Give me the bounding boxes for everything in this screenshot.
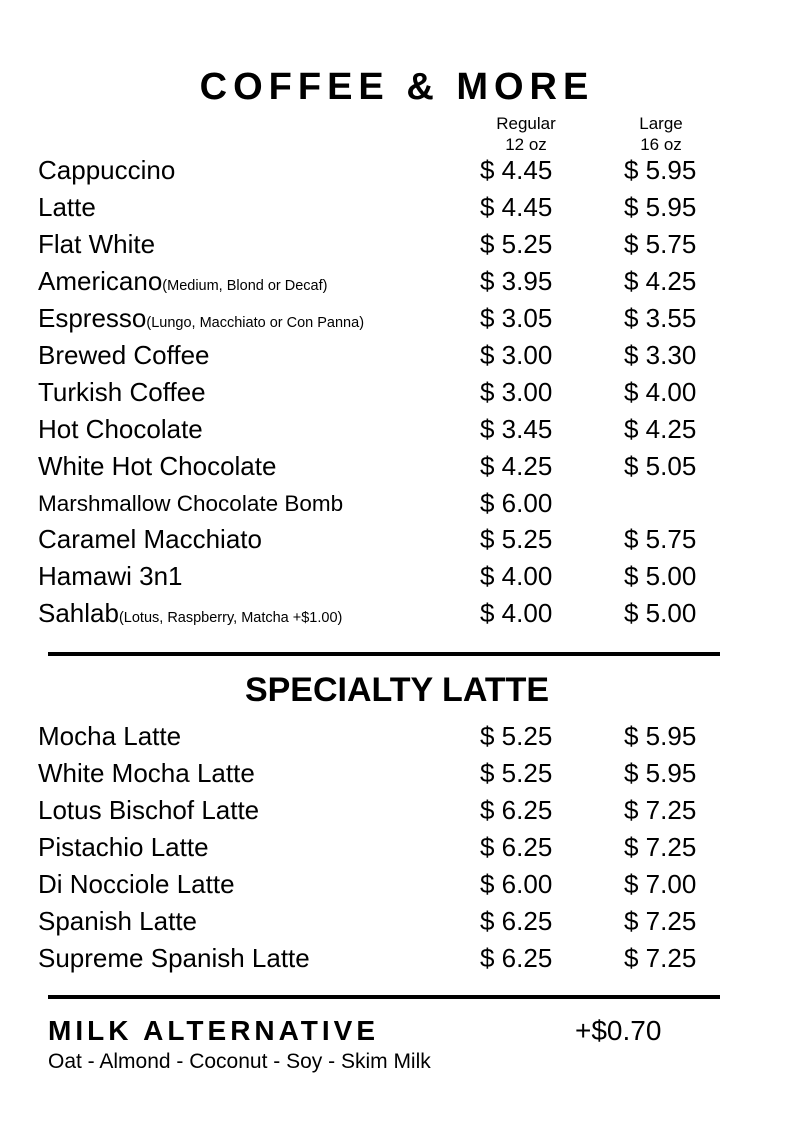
menu-row xyxy=(38,303,738,337)
item-name: Marshmallow Chocolate Bomb xyxy=(38,491,344,516)
menu-row xyxy=(38,906,738,940)
large-price: $ 3.55 xyxy=(624,303,697,333)
menu-row xyxy=(38,340,738,374)
item-name: Lotus Bischof Latte xyxy=(38,795,260,825)
item-name: Caramel Macchiato xyxy=(38,524,262,554)
item-name: Brewed Coffee xyxy=(38,340,210,370)
large-price: $ 5.75 xyxy=(624,229,697,259)
large-price: $ 4.25 xyxy=(624,266,697,296)
regular-price: $ 6.25 xyxy=(480,943,553,973)
section-divider xyxy=(48,995,720,999)
regular-price: $ 6.00 xyxy=(480,488,553,518)
menu-row xyxy=(38,524,738,558)
regular-price: $ 3.95 xyxy=(480,266,553,296)
milk-alternative-price: +$0.70 xyxy=(575,1015,662,1046)
milk-options: Oat - Almond - Coconut - Soy - Skim Milk xyxy=(48,1050,431,1073)
large-price: $ 3.30 xyxy=(624,340,697,370)
regular-price: $ 5.25 xyxy=(480,229,553,259)
menu-row xyxy=(38,758,738,792)
menu-row xyxy=(38,155,738,189)
regular-price: $ 3.45 xyxy=(480,414,553,444)
item-note: (Lungo, Macchiato or Con Panna) xyxy=(146,315,365,331)
regular-price: $ 3.00 xyxy=(480,377,553,407)
menu-row xyxy=(38,721,738,755)
menu-title: COFFEE & MORE xyxy=(199,66,595,108)
large-price: $ 5.95 xyxy=(624,155,697,185)
large-price: $ 5.00 xyxy=(624,561,697,591)
menu-row xyxy=(38,488,738,522)
regular-price: $ 4.45 xyxy=(480,192,553,222)
menu-row xyxy=(38,869,738,903)
menu-row xyxy=(38,561,738,595)
item-name: Mocha Latte xyxy=(38,721,182,751)
menu-row xyxy=(38,229,738,263)
item-name: Supreme Spanish Latte xyxy=(38,943,310,973)
item-name: Hamawi 3n1 xyxy=(38,561,183,591)
item-name: Flat White xyxy=(38,229,156,259)
regular-price: $ 4.25 xyxy=(480,451,553,481)
large-price: $ 5.75 xyxy=(624,524,697,554)
menu-row xyxy=(38,414,738,448)
large-price: $ 5.00 xyxy=(624,598,697,628)
item-name: Pistachio Latte xyxy=(38,832,209,862)
regular-price: $ 5.25 xyxy=(480,758,553,788)
regular-price: $ 6.25 xyxy=(480,795,553,825)
item-note: (Lotus, Raspberry, Matcha +$1.00) xyxy=(118,610,343,626)
item-name: Latte xyxy=(38,192,96,222)
large-price: $ 7.25 xyxy=(624,832,697,862)
item-name: Hot Chocolate xyxy=(38,414,203,444)
regular-price: $ 4.45 xyxy=(480,155,553,185)
large-price: $ 5.05 xyxy=(624,451,697,481)
regular-label: Regular xyxy=(496,114,556,133)
specialty-title: SPECIALTY LATTE xyxy=(244,671,550,709)
item-name: Cappuccino xyxy=(38,155,176,185)
item-name-group xyxy=(38,598,342,629)
menu-row xyxy=(38,192,738,226)
menu-row xyxy=(38,832,738,866)
regular-price: $ 3.00 xyxy=(480,340,553,370)
regular-price: $ 5.25 xyxy=(480,524,553,554)
milk-alternative-title: MILK ALTERNATIVE xyxy=(48,1015,380,1046)
large-oz-label: 16 oz xyxy=(640,135,682,154)
regular-price: $ 6.25 xyxy=(480,906,553,936)
regular-price: $ 4.00 xyxy=(480,598,553,628)
item-name: Spanish Latte xyxy=(38,906,198,936)
large-price: $ 5.95 xyxy=(624,721,697,751)
regular-price: $ 6.00 xyxy=(480,869,553,899)
menu-row xyxy=(38,377,738,411)
menu-row xyxy=(38,795,738,829)
regular-price: $ 4.00 xyxy=(480,561,553,591)
regular-size-header xyxy=(466,113,586,155)
item-name: White Hot Chocolate xyxy=(38,451,277,481)
large-price: $ 4.00 xyxy=(624,377,697,407)
menu-row xyxy=(38,451,738,485)
large-price: $ 7.25 xyxy=(624,943,697,973)
section-divider xyxy=(48,652,720,656)
large-price: $ 5.95 xyxy=(624,192,697,222)
large-label: Large xyxy=(639,114,683,133)
item-name: Sahlab xyxy=(38,598,119,628)
menu-row xyxy=(38,598,738,632)
item-note: (Medium, Blond or Decaf) xyxy=(162,278,328,294)
item-name: Turkish Coffee xyxy=(38,377,206,407)
item-name: Di Nocciole Latte xyxy=(38,869,235,899)
large-size-header xyxy=(601,113,721,155)
large-price: $ 7.00 xyxy=(624,869,697,899)
large-price: $ 4.25 xyxy=(624,414,697,444)
regular-price: $ 5.25 xyxy=(480,721,553,751)
menu-row xyxy=(38,266,738,300)
large-price: $ 7.25 xyxy=(624,906,697,936)
item-name: Espresso xyxy=(38,303,147,333)
large-price: $ 5.95 xyxy=(624,758,697,788)
regular-oz-label: 12 oz xyxy=(505,135,547,154)
item-name-group xyxy=(38,303,364,334)
menu-row xyxy=(38,943,738,977)
item-name: White Mocha Latte xyxy=(38,758,255,788)
regular-price: $ 6.25 xyxy=(480,832,553,862)
item-name: Americano xyxy=(38,266,163,296)
large-price: $ 7.25 xyxy=(624,795,697,825)
regular-price: $ 3.05 xyxy=(480,303,553,333)
item-name-group xyxy=(38,266,327,297)
